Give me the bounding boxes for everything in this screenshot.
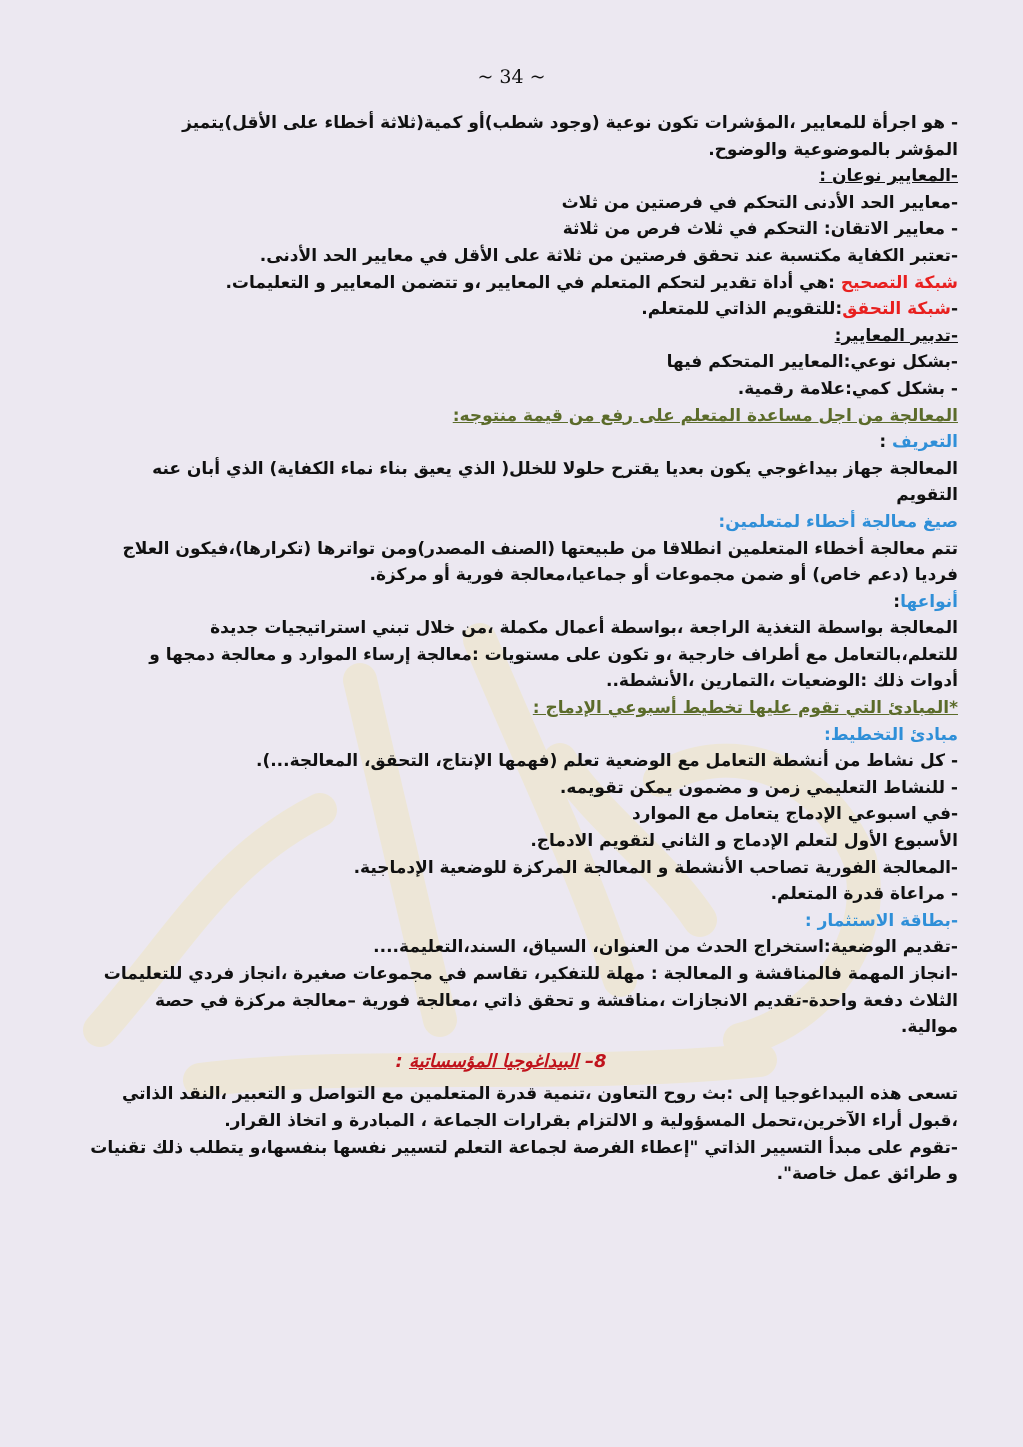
verification-grid-def: :للتقويم الذاتي للمتعلم. xyxy=(641,299,843,320)
correction-grid-def: :هي أداة تقدير لتحكم المتعلم في المعايير ،و تتضمن المعايير و التعليمات. xyxy=(225,272,841,293)
text-line: الأسبوع الأول لتعلم الإدماج و الثاني لتقويم الادماج. xyxy=(530,831,958,852)
text-line: الثلاث دفعة واحدة-تقديم الانجازات ،مناقشة و تحقق ذاتي ،معالجة فورية –معالجة مركزة في حصة xyxy=(154,990,958,1011)
text-line: تسعى هذه البيداغوجيا إلى :بث روح التعاون ،تنمية قدرة المتعلمين مع التواصل و التعبير ،النقد الذاتي xyxy=(121,1084,958,1105)
text-line: للتعلم،بالتعامل مع أطراف خارجية ،و تكون على مستويات :معالجة إرساء الموارد و معالجة دمجها و xyxy=(149,644,958,665)
correction-grid-line xyxy=(44,270,958,297)
dash: - xyxy=(950,299,958,320)
text-line: -المعالجة الفورية تصاحب الأنشطة و المعالجة المركزة للوضعية الإدماجية. xyxy=(353,857,958,878)
text-line: -تقوم على مبدأ التسيير الذاتي "إعطاء الفرصة لجماعة التعلم لتسيير نفسها بنفسها،و يتطلب ذلك تقنيات xyxy=(90,1137,958,1158)
text-line: المعالجة بواسطة التغذية الراجعة ،بواسطة أعمال مكملة ،من خلال تبني استراتيجيات جديدة xyxy=(210,618,958,639)
text-line: - كل نشاط من أنشطة التعامل مع الوضعية تعلم (فهمها الإنتاج، التحقق، المعالجة...). xyxy=(256,751,958,772)
section-colon: : xyxy=(395,1050,409,1072)
heading-exploitation-card: -بطاقة الاستثمار : xyxy=(804,910,958,931)
text-line: -معايير الحد الأدنى التحكم في فرصتين من ثلاث xyxy=(561,192,958,213)
text-line: -تعتبر الكفاية مكتسبة عند تحقق فرصتين من ثلاثة على الأقل في معايير الحد الأدنى. xyxy=(259,245,958,266)
subheading-criteria-types: -المعايير نوعان : xyxy=(819,166,958,187)
types-heading: أنواعها xyxy=(900,591,958,612)
colon: : xyxy=(879,432,893,453)
text-line: -في اسبوعي الإدماج يتعامل مع الموارد xyxy=(631,804,958,825)
document-body xyxy=(44,110,958,1188)
text-line: ،قبول أراء الآخرين،تحمل المسؤولية و الالتزام بقرارات الجماعة ، المبادرة و اتخاذ القرار. xyxy=(224,1110,958,1131)
text-line: تتم معالجة أخطاء المتعلمين انطلاقا من طبيعتها (الصنف المصدر)ومن تواترها (تكرارها)،فيكون العلاج xyxy=(122,538,958,559)
verification-grid-term: شبكة التحقق xyxy=(842,299,951,320)
text-line: - مراعاة قدرة المتعلم. xyxy=(770,884,958,905)
text-line: -انجاز المهمة فالمناقشة و المعالجة : مهلة للتفكير، تقاسم في مجموعات صغيرة ،انجاز فردي للتعليمات xyxy=(103,964,958,984)
correction-grid-term: شبكة التصحيح xyxy=(840,272,958,293)
heading-planning-principles: مبادئ التخطيط: xyxy=(824,724,958,745)
heading-remediation: المعالجة من اجل مساعدة المتعلم على رفع من قيمة منتوجه: xyxy=(452,405,958,426)
text-line: أدوات ذلك :الوضعيات ،التمارين ،الأنشطة.. xyxy=(605,671,958,692)
verification-grid-line xyxy=(44,296,958,323)
text-line: -بشكل نوعي:المعايير المتحكم فيها xyxy=(666,352,958,373)
text-line: - بشكل كمي:علامة رقمية. xyxy=(737,378,958,399)
heading-integration-principles: *المبادئ التي تقوم عليها تخطيط أسبوعي الإدماج : xyxy=(532,698,958,719)
types-heading-line xyxy=(44,589,958,616)
text-line: - للنشاط التعليمي زمن و مضمون يمكن تقويمه. xyxy=(559,777,958,798)
page-number: ~ 34 ~ xyxy=(477,66,546,88)
section-title: البيداغوجيا المؤسساتية xyxy=(408,1050,579,1072)
definition-heading: التعريف xyxy=(892,432,958,453)
section-heading-institutional-pedagogy xyxy=(44,1041,958,1082)
section-number: 8– xyxy=(578,1050,607,1072)
colon: : xyxy=(893,591,901,612)
definition-heading-line xyxy=(44,429,958,456)
text-line: فرديا (دعم خاص) أو ضمن مجموعات أو جماعيا،معالجة فورية أو مركزة. xyxy=(369,565,958,586)
text-line: -تقديم الوضعية:استخراج الحدث من العنوان، السياق، السند،التعليمة.... xyxy=(373,937,958,958)
text-line: - معايير الاتقان: التحكم في ثلاث فرص من ثلاثة xyxy=(562,219,958,240)
text-line: المعالجة جهاز بيداغوجي يكون بعديا يقترح حلولا للخلل( الذي يعيق بناء نماء الكفاية) الذي أبان عنه xyxy=(152,458,958,479)
text-line: موالية. xyxy=(900,1017,958,1038)
text-line: التقويم xyxy=(896,485,958,506)
heading-remediation-forms: صيغ معالجة أخطاء لمتعلمين: xyxy=(718,511,958,532)
subheading-criteria-management: -تدبير المعايير: xyxy=(834,325,958,346)
text-line: و طرائق عمل خاصة". xyxy=(776,1164,958,1185)
text-line: - هو اجرأة للمعايير ،المؤشرات تكون نوعية (وجود شطب)أو كمية(ثلاثة أخطاء على الأقل)يتميز xyxy=(182,113,958,133)
text-line: المؤشر بالموضوعية والوضوح. xyxy=(708,139,958,160)
